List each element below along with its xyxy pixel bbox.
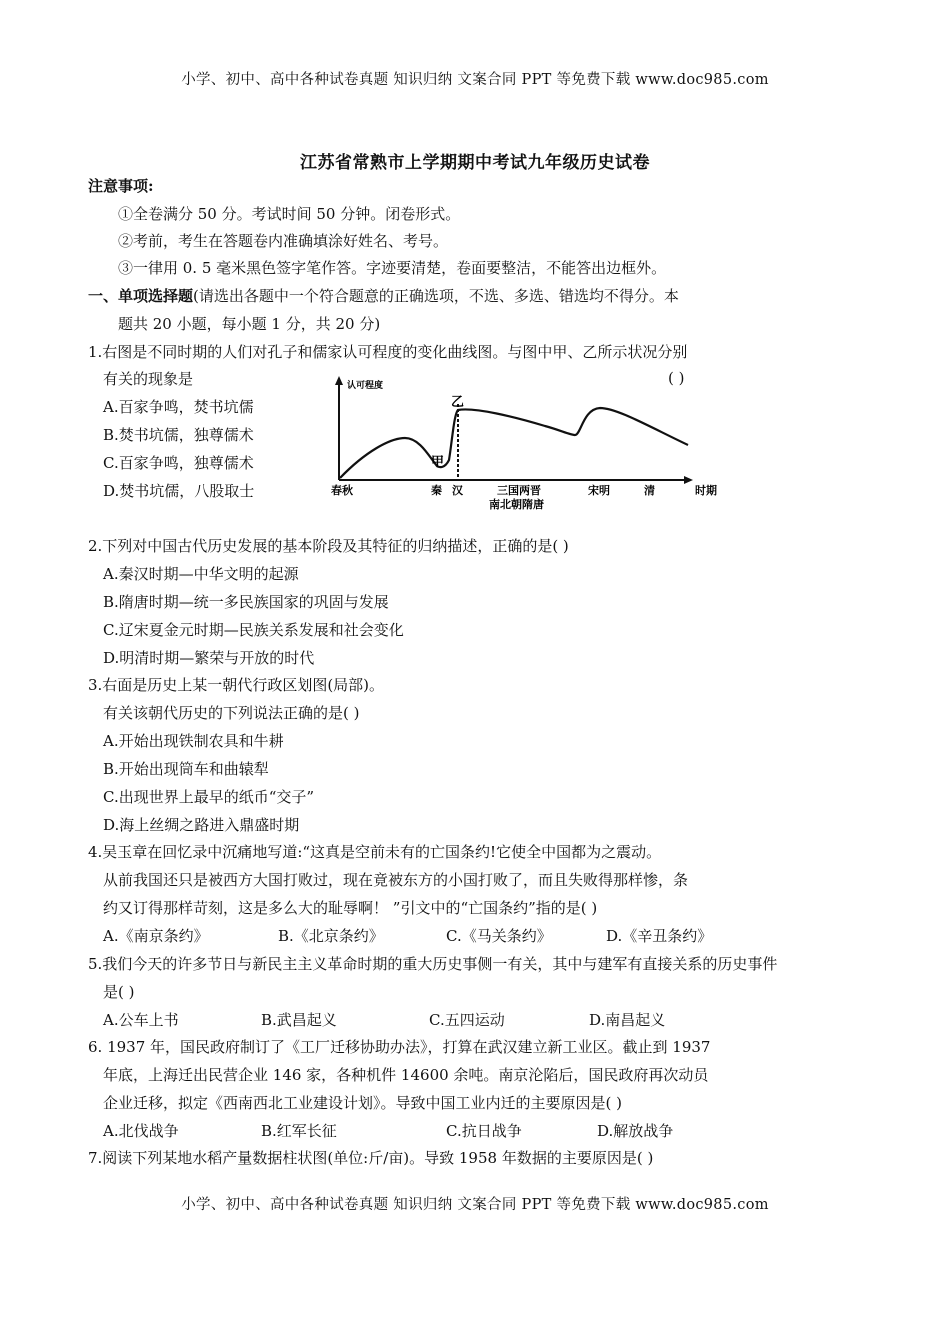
question-2-stem: 2.下列对中国古代历史发展的基本阶段及其特征的归纳描述，正确的是( ) xyxy=(88,537,569,555)
notice-item: ②考前，考生在答题卷内准确填涂好姓名、考号。 xyxy=(118,232,449,250)
option-d: D.海上丝绸之路进入鼎盛时期 xyxy=(103,816,300,834)
x-tick-label: 秦 xyxy=(431,484,442,497)
y-axis-arrow xyxy=(335,376,343,385)
question-4-stem: 4.吴玉章在回忆录中沉痛地写道:“这真是空前未有的亡国条约!它使全中国都为之震动。 xyxy=(88,843,662,861)
section-desc-cont: 题共 20 小题，每小题 1 分，共 20 分) xyxy=(118,315,381,333)
option-d: D.南昌起义 xyxy=(589,1011,666,1029)
option-b: B.红军长征 xyxy=(261,1122,337,1140)
question-7-stem: 7.阅读下列某地水稻产量数据柱状图(单位:斤/亩)。导致 1958 年数据的主要原因是( ) xyxy=(88,1149,654,1167)
option-c: C.《马关条约》 xyxy=(446,927,552,945)
option-c: C.辽宋夏金元时期—民族关系发展和社会变化 xyxy=(103,621,404,639)
mark-jia: 甲 xyxy=(431,455,445,470)
option-d: D.《辛丑条约》 xyxy=(606,927,713,945)
x-tick-label: 三国两晋 xyxy=(497,484,541,497)
option-c: C.五四运动 xyxy=(429,1011,505,1029)
question-6-stem: 6. 1937 年，国民政府制订了《工厂迁移协助办法》，打算在武汉建立新工业区。截止到 1937 xyxy=(88,1038,711,1056)
question-3-stem-cont: 有关该朝代历史的下列说法正确的是( ) xyxy=(103,704,360,722)
y-axis-label: 认可程度 xyxy=(347,381,384,391)
x-axis-label: 时期 xyxy=(695,484,717,497)
recognition-curve xyxy=(340,408,688,478)
exam-title: 江苏省常熟市上学期期中考试九年级历史试卷 xyxy=(300,153,650,173)
question-5-stem-cont: 是( ) xyxy=(103,983,135,1001)
question-1-stem: 1.右图是不同时期的人们对孔子和儒家认可程度的变化曲线图。与图中甲、乙所示状况分别 xyxy=(88,343,688,361)
x-tick-label: 宋明 xyxy=(588,484,610,497)
option-a: A.百家争鸣，焚书坑儒 xyxy=(103,398,254,416)
option-a: A.公车上书 xyxy=(103,1011,179,1029)
question-4-stem-cont: 约又订得那样苛刻，这是多么大的耻辱啊！ ”引文中的“亡国条约”指的是( ) xyxy=(103,899,598,917)
section-label: 一、单项选择题 xyxy=(88,287,194,305)
option-d: D.明清时期—繁荣与开放的时代 xyxy=(103,649,315,667)
notice-item: ①全卷满分 50 分。考试时间 50 分钟。闭卷形式。 xyxy=(118,205,461,223)
x-tick-sub-label: 南北朝隋唐 xyxy=(489,498,544,511)
recognition-curve-chart xyxy=(325,372,735,514)
option-c: C.出现世界上最早的纸币“交子” xyxy=(103,788,315,806)
option-a: A.开始出现铁制农具和牛耕 xyxy=(103,732,284,750)
option-c: C.百家争鸣，独尊儒术 xyxy=(103,454,254,472)
x-tick-label: 清 xyxy=(644,484,655,497)
option-b: B.焚书坑儒，独尊儒术 xyxy=(103,426,254,444)
option-c: C.抗日战争 xyxy=(446,1122,522,1140)
question-5-stem: 5.我们今天的许多节日与新民主主义革命时期的重大历史事侧一有关，其中与建军有直接关系的历史事件 xyxy=(88,955,778,973)
option-a: A.《南京条约》 xyxy=(103,927,209,945)
page-footer: 小学、初中、高中各种试卷真题 知识归纳 文案合同 PPT 等免费下载 www.doc985.com xyxy=(181,1197,769,1213)
x-axis-arrow xyxy=(684,476,693,484)
question-3-stem: 3.右面是历史上某一朝代行政区划图(局部)。 xyxy=(88,676,385,694)
option-b: B.隋唐时期—统一多民族国家的巩固与发展 xyxy=(103,593,389,611)
notice-heading: 注意事项: xyxy=(88,177,154,195)
section-heading xyxy=(88,286,679,306)
mark-yi: 乙 xyxy=(451,395,465,410)
option-a: A.北伐战争 xyxy=(103,1122,179,1140)
notice-item: ③一律用 0. 5 毫米黑色签字笔作答。字迹要清楚，卷面要整洁，不能答出边框外。 xyxy=(118,259,667,277)
option-a: A.秦汉时期—中华文明的起源 xyxy=(103,565,299,583)
question-6-stem-cont: 企业迁移，拟定《西南西北工业建设计划》。导致中国工业内迁的主要原因是( ) xyxy=(103,1094,622,1112)
option-b: B.武昌起义 xyxy=(261,1011,337,1029)
question-6-stem-cont: 年底，上海迁出民营企业 146 家，各种机件 14600 余吨。南京沦陷后，国民政府再次动员 xyxy=(103,1066,709,1084)
page-header: 小学、初中、高中各种试卷真题 知识归纳 文案合同 PPT 等免费下载 www.doc985.com xyxy=(181,72,769,88)
x-tick-label: 春秋 xyxy=(331,484,353,497)
section-desc: (请选出各题中一个符合题意的正确选项，不选、多选、错选均不得分。本 xyxy=(193,287,679,305)
option-d: D.解放战争 xyxy=(597,1122,674,1140)
option-b: B.开始出现筒车和曲辕犁 xyxy=(103,760,269,778)
x-tick-label: 汉 xyxy=(452,484,463,497)
option-d: D.焚书坑儒，八股取士 xyxy=(103,482,255,500)
answer-paren: ( ) xyxy=(668,369,685,387)
question-4-stem-cont: 从前我国还只是被西方大国打败过，现在竟被东方的小国打败了，而且失败得那样惨，条 xyxy=(103,871,689,889)
option-b: B.《北京条约》 xyxy=(278,927,384,945)
question-1-stem-cont: 有关的现象是 xyxy=(103,370,194,388)
